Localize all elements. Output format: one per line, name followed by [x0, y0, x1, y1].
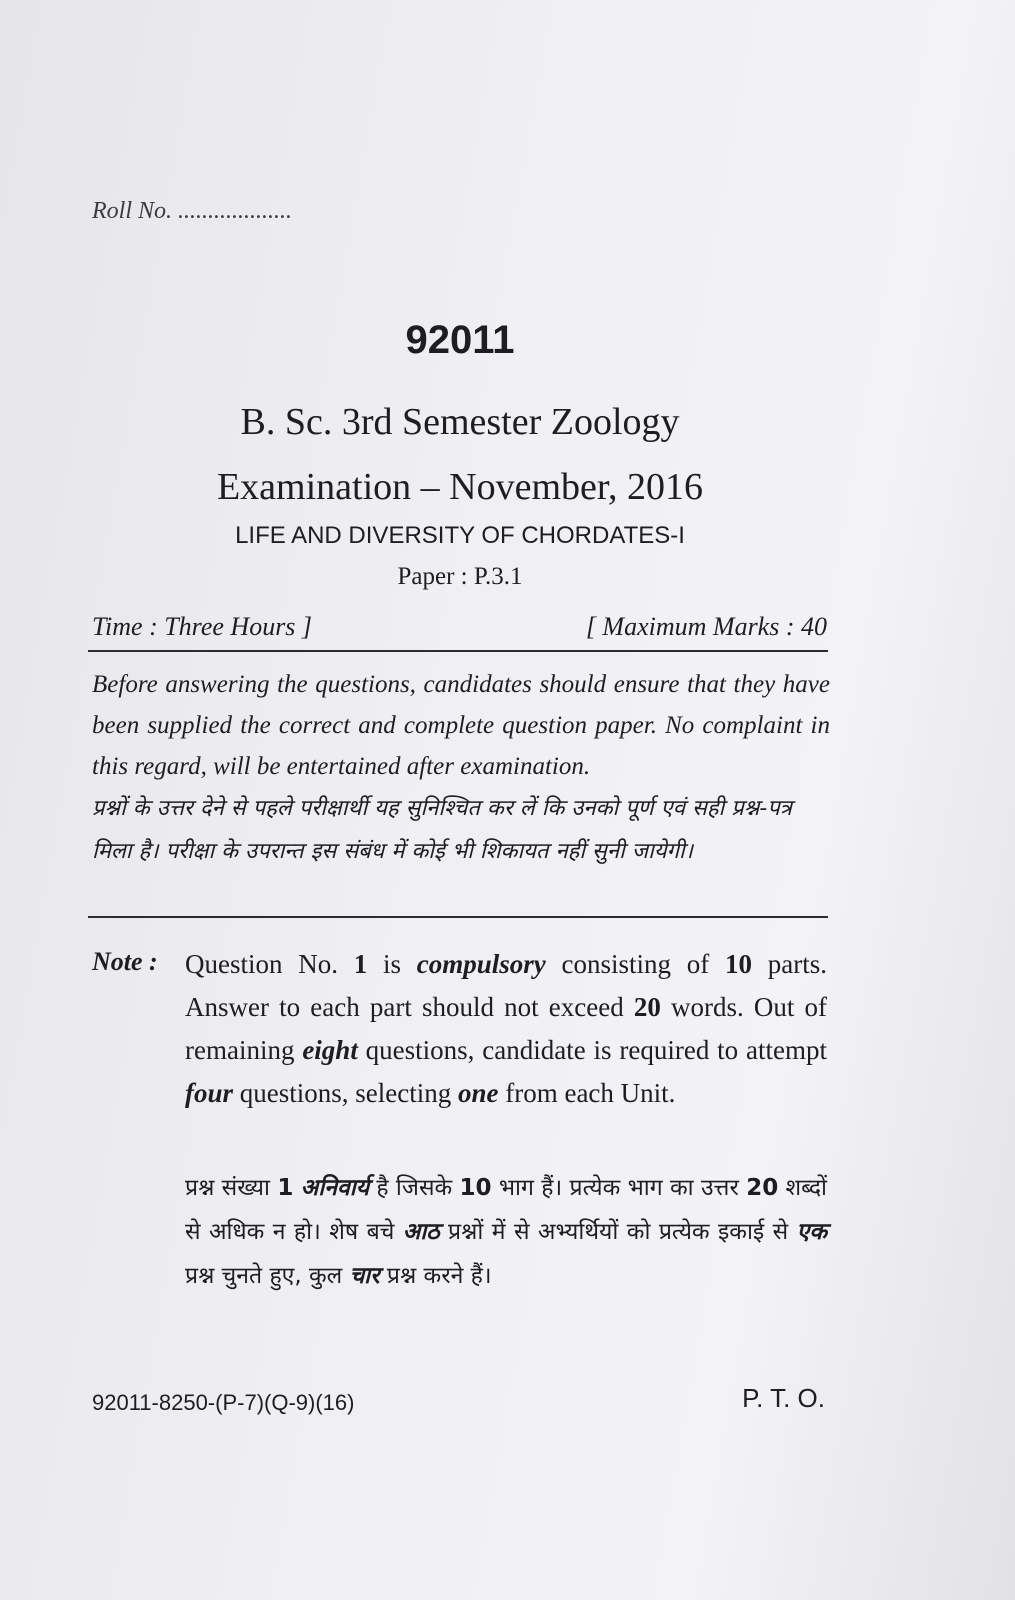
paper-code: 92011 — [405, 318, 515, 362]
maximum-marks: [ Maximum Marks : 40 — [585, 612, 827, 641]
subject-title: LIFE AND DIVERSITY OF CHORDATES-I — [235, 522, 685, 549]
paper-number: Paper : P.3.1 — [397, 563, 523, 590]
exam-date: Examination – November, 2016 — [216, 466, 704, 508]
instructions-hindi: प्रश्नों के उत्तर देने से पहले परीक्षार्थी यह सुनिश्चित कर लें कि उनको पूर्ण एवं सही प्रश्न-पत्र मिला है। परीक्षा के उपरान्त इस संबंध में कोई भी शिकायत नहीं सुनी जायेगी। — [92, 796, 792, 864]
footer-print-code: 92011-8250-(P-7)(Q-9)(16) — [92, 1390, 355, 1415]
divider-bottom — [88, 916, 828, 918]
note-hindi: प्रश्न संख्या 1 अनिवार्य है जिसके 10 भाग हैं। प्रत्येक भाग का उत्तर 20 शब्दों से अधिक न हो। शेष बचे आठ प्रश्नों में से अभ्यर्थियों को प्रत्येक इकाई से एक प्रश्न चुनते हुए, कुल चार प्रश्न करने हैं। — [185, 1175, 828, 1289]
roll-number-label: Roll No. ................... — [92, 198, 293, 224]
note-label: Note : — [92, 947, 158, 976]
please-turn-over: P. T. O. — [742, 1383, 825, 1413]
exam-title: B. Sc. 3rd Semester Zoology — [240, 401, 680, 443]
divider-top — [88, 650, 828, 652]
time-allowed: Time : Three Hours ] — [92, 612, 313, 641]
note-english: Question No. 1 is compulsory consisting of 10 parts. Answer to each part should not exceed 20 words. Out of remaining eight questions, candidate is required to attempt four questions, selecting one from each Unit. — [185, 949, 828, 1108]
instructions-english: Before answering the questions, candidates should ensure that they have been supplied the correct and complete question paper. No complaint in this regard, will be entertained after examination. — [92, 671, 830, 780]
